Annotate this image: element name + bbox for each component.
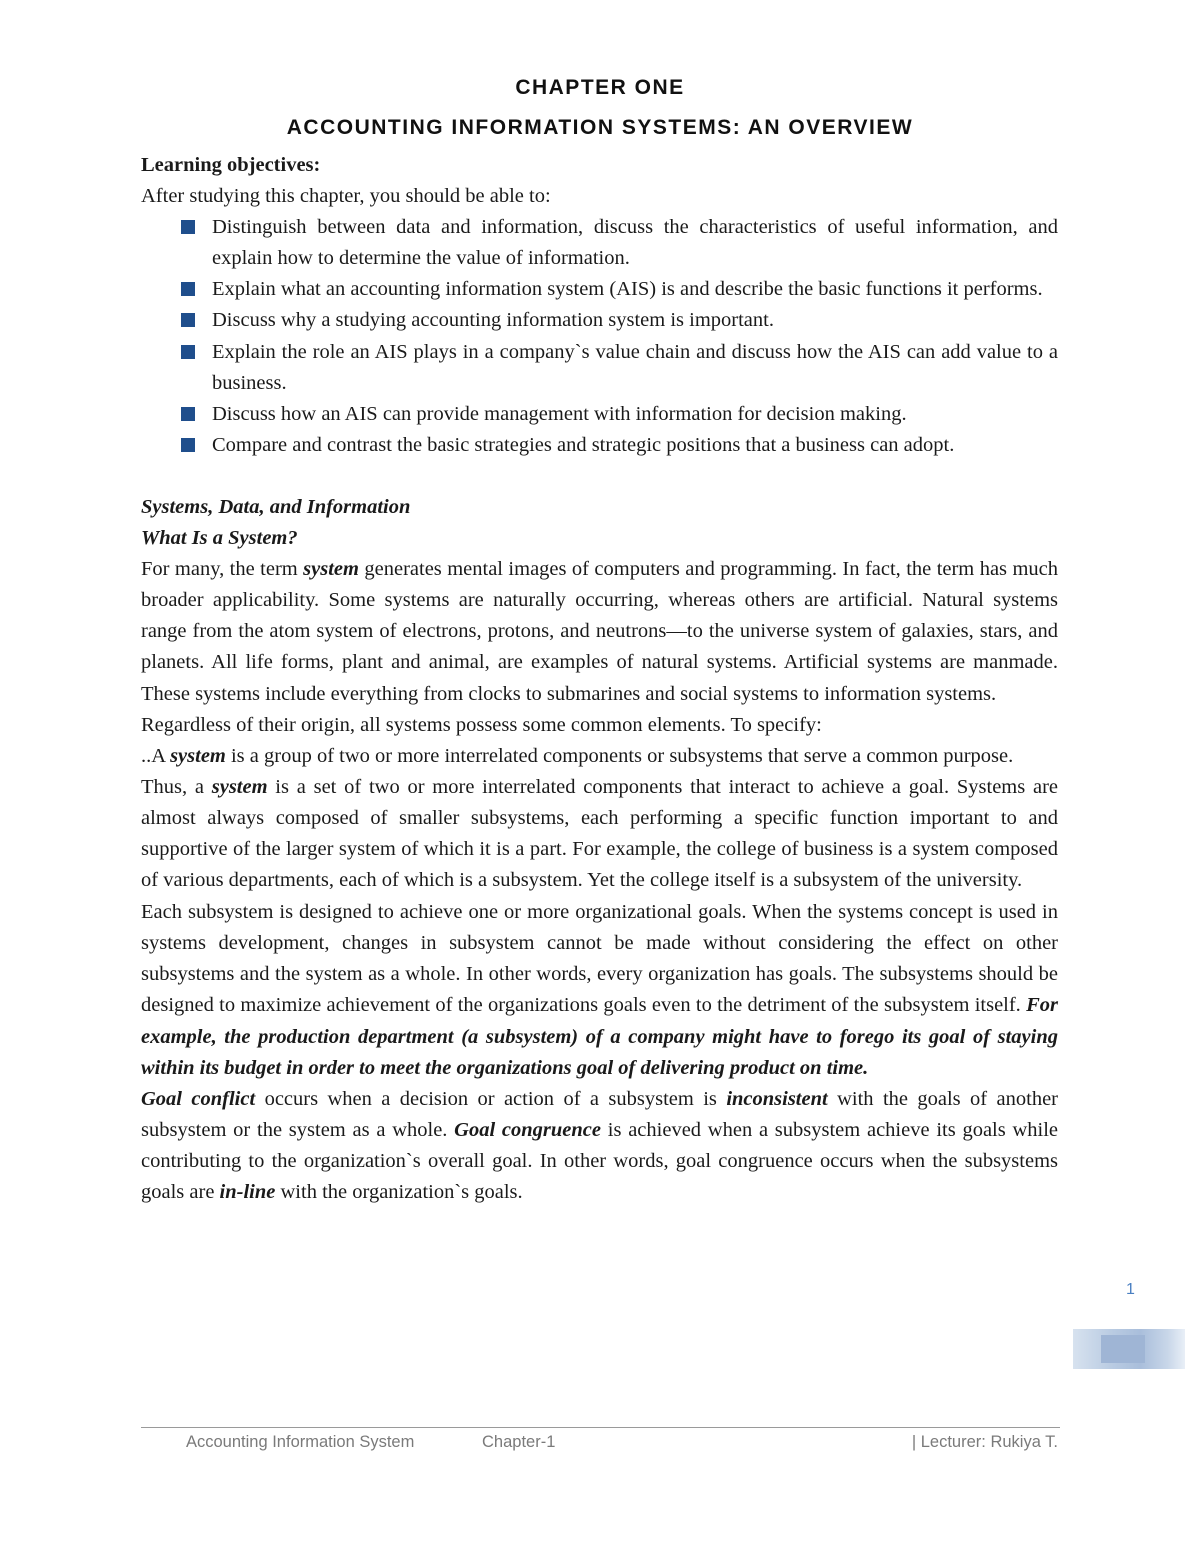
- section-subheading: What Is a System?: [141, 527, 298, 550]
- footer-course: Accounting Information System: [186, 1433, 415, 1451]
- document-body: [141, 150, 1058, 1208]
- text-run: is a set of two or more interrelated components that interact to achieve a goal. Systems are almost always composed of smaller subsystems, each performing a specific function important to and supportive of the larger system of which it is a part. For example, the college of business is a system composed of various departments, each of which is a subsystem. Yet the college itself is a subsystem of the university.: [141, 775, 1059, 892]
- objective-item: [141, 337, 1058, 399]
- footer-lecturer: | Lecturer: Rukiya T.: [911, 1433, 1058, 1451]
- objective-text: Compare and contrast the basic strategies and strategic positions that a business can adopt.: [212, 433, 955, 456]
- objective-text: Discuss why a studying accounting information system is important.: [212, 309, 774, 332]
- section-heading: Systems, Data, and Information: [141, 495, 411, 518]
- objective-item: [141, 274, 1058, 305]
- square-bullet-icon: [181, 282, 195, 296]
- text-run: For many, the term: [141, 558, 304, 581]
- text-run: Each subsystem is designed to achieve one or more organizational goals. When the systems concept is used in systems development, changes in subsystem cannot be made without considering the effect on other subsystems and the system as a whole. In other words, every organization has goals. The subsystems should be designed to maximize achievement of the organizations goals even to the detriment of the subsystem itself.: [141, 901, 1058, 1017]
- term-goal-congruence: Goal congruence: [454, 1118, 602, 1141]
- page-number: 1: [1126, 1281, 1135, 1298]
- paragraph-subsystems: [141, 772, 1058, 896]
- text-run: with the organization`s goals.: [275, 1181, 523, 1203]
- text-run: ..A: [141, 744, 171, 767]
- footer-divider: [141, 1427, 1060, 1428]
- paragraph-goals: [141, 897, 1058, 1084]
- term-system: system: [303, 558, 359, 581]
- chapter-title: ACCOUNTING INFORMATION SYSTEMS: AN OVERVIEW: [286, 116, 914, 139]
- footer-chapter: Chapter-1: [482, 1433, 556, 1451]
- chapter-label: CHAPTER ONE: [515, 76, 685, 99]
- text-run: occurs when a decision or action of a subsystem is: [255, 1087, 727, 1110]
- objective-text: Distinguish between data and information, discuss the characteristics of useful information, and explain how to determine the value of information.: [212, 216, 1058, 270]
- page-tab-decoration: [1073, 1329, 1185, 1369]
- term-in-line: in-line: [219, 1181, 276, 1203]
- text-run: with the goals of another subsystem or the system as a whole.: [141, 1087, 1059, 1141]
- paragraph-system-intro: [141, 554, 1058, 709]
- square-bullet-icon: [181, 220, 195, 234]
- objectives-intro: After studying this chapter, you should be able to:: [141, 185, 551, 208]
- square-bullet-icon: [181, 345, 195, 359]
- page-tab-inner: [1101, 1335, 1145, 1363]
- square-bullet-icon: [181, 438, 195, 452]
- text-run: Thus, a: [141, 775, 212, 798]
- term-inconsistent: inconsistent: [726, 1087, 828, 1110]
- paragraph-system-definition: [141, 741, 1058, 772]
- example-emphasis: For example, the production department (a subsystem) of a company might have to forego its goal of staying within its budget in order to meet the organizations goal of delivering product on time.: [141, 994, 1058, 1079]
- text-run: generates mental images of computers and programming. In fact, the term has much broader applicability. Some systems are naturally occurring, whereas others are artificial. Natural systems range from the atom system of electrons, protons, and neutrons—to the universe system of galaxies, stars, and planets. All life forms, plant and animal, are examples of natural systems. Artificial systems are manmade. These systems include everything from clocks to submarines and social systems to information systems.: [141, 558, 1058, 705]
- objectives-heading: Learning objectives:: [141, 154, 321, 176]
- term-goal-conflict: Goal conflict: [141, 1087, 256, 1110]
- term-system: system: [211, 775, 268, 798]
- text-run: is a group of two or more interrelated components or subsystems that serve a common purpose.: [225, 744, 1014, 767]
- text-run: is achieved when a subsystem achieve its goals while contributing to the organization`s overall goal. In other words, goal congruence occurs when the subsystems goals are: [141, 1118, 1059, 1203]
- section-spacer: [141, 461, 1058, 492]
- square-bullet-icon: [181, 407, 195, 421]
- term-system: system: [170, 744, 226, 767]
- objective-text: Discuss how an AIS can provide management with information for decision making.: [212, 402, 907, 425]
- objective-text: Explain the role an AIS plays in a company`s value chain and discuss how the AIS can add value to a business.: [212, 340, 1058, 394]
- paragraph-common-elements: Regardless of their origin, all systems possess some common elements. To specify:: [141, 713, 822, 736]
- objectives-list: [141, 212, 1058, 461]
- square-bullet-icon: [181, 313, 195, 327]
- objective-text: Explain what an accounting information system (AIS) is and describe the basic functions it performs.: [212, 278, 1043, 301]
- objective-item: [141, 305, 1058, 336]
- objective-item: [141, 212, 1058, 274]
- paragraph-goal-conflict: [141, 1084, 1058, 1208]
- objective-item: [141, 430, 1058, 461]
- objective-item: [141, 399, 1058, 430]
